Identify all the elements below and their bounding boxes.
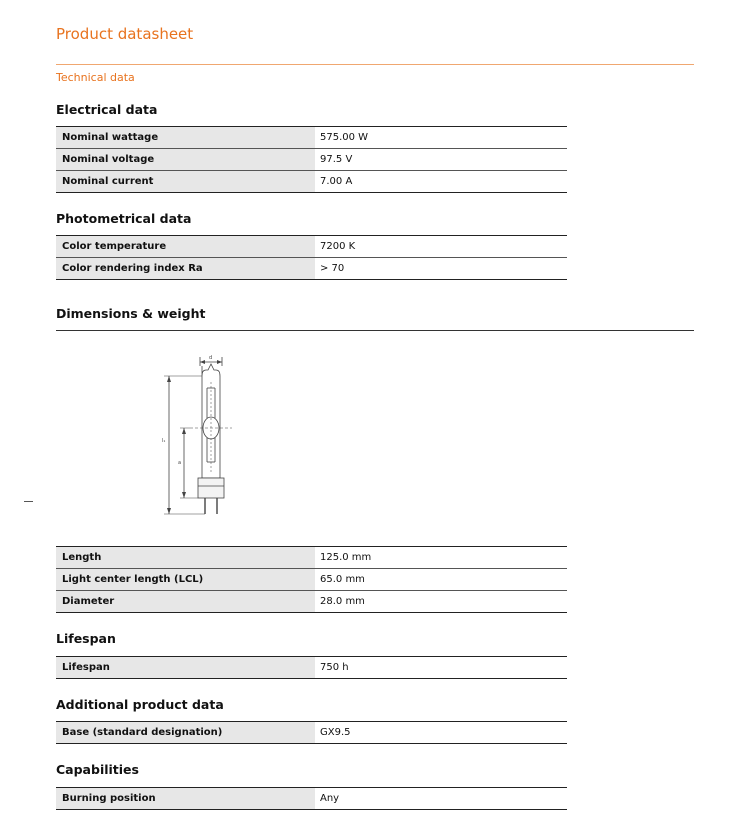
capabilities-heading: Capabilities xyxy=(56,762,139,777)
spec-value: 7200 K xyxy=(315,236,567,258)
spec-value: GX9.5 xyxy=(315,722,567,744)
spec-label: Burning position xyxy=(56,788,315,810)
lamp-dimension-drawing xyxy=(150,352,260,522)
table-row xyxy=(56,657,567,679)
spec-value: 65.0 mm xyxy=(315,569,567,591)
spec-value: 97.5 V xyxy=(315,149,567,171)
photometrical-data-heading: Photometrical data xyxy=(56,211,192,226)
lifespan-table xyxy=(56,656,567,679)
spec-label: Diameter xyxy=(56,591,315,613)
table-row xyxy=(56,569,567,591)
spec-value: 750 h xyxy=(315,657,567,679)
spec-value: > 70 xyxy=(315,258,567,280)
dimensions-table xyxy=(56,546,567,613)
d-label: d xyxy=(209,355,213,361)
dimensions-heading: Dimensions & weight xyxy=(56,306,206,321)
dimensions-divider xyxy=(56,330,694,331)
lifespan-heading: Lifespan xyxy=(56,631,116,646)
spec-label: Base (standard designation) xyxy=(56,722,315,744)
table-row xyxy=(56,722,567,744)
additional-data-table xyxy=(56,721,567,744)
section-subtitle: Technical data xyxy=(56,71,135,84)
electrical-data-heading: Electrical data xyxy=(56,102,158,117)
margin-mark xyxy=(24,501,33,502)
spec-label: Length xyxy=(56,547,315,569)
table-row xyxy=(56,788,567,810)
capabilities-table xyxy=(56,787,567,810)
page-title: Product datasheet xyxy=(56,25,194,43)
table-row xyxy=(56,127,567,149)
l1-label: l₁ xyxy=(162,438,166,444)
table-row xyxy=(56,591,567,613)
a-label: a xyxy=(178,460,182,466)
table-row xyxy=(56,149,567,171)
electrical-data-table xyxy=(56,126,567,193)
spec-value: 28.0 mm xyxy=(315,591,567,613)
photometrical-data-table xyxy=(56,235,567,280)
table-row xyxy=(56,236,567,258)
table-row xyxy=(56,547,567,569)
title-divider xyxy=(56,64,694,65)
spec-value: 7.00 A xyxy=(315,171,567,193)
spec-value: Any xyxy=(315,788,567,810)
spec-label: Color temperature xyxy=(56,236,315,258)
spec-label: Lifespan xyxy=(56,657,315,679)
spec-value: 575.00 W xyxy=(315,127,567,149)
table-row xyxy=(56,258,567,280)
lamp-base xyxy=(198,478,224,498)
additional-data-heading: Additional product data xyxy=(56,697,224,712)
spec-label: Nominal wattage xyxy=(56,127,315,149)
spec-label: Color rendering index Ra xyxy=(56,258,315,280)
spec-label: Nominal voltage xyxy=(56,149,315,171)
spec-label: Light center length (LCL) xyxy=(56,569,315,591)
spec-label: Nominal current xyxy=(56,171,315,193)
spec-value: 125.0 mm xyxy=(315,547,567,569)
table-row xyxy=(56,171,567,193)
